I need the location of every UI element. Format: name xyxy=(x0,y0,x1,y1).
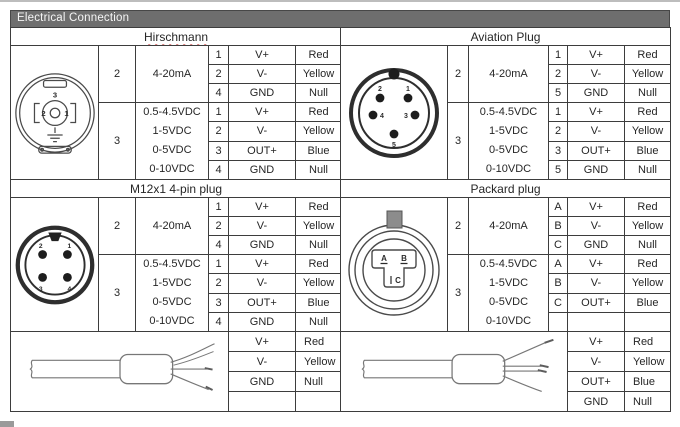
signal-cell: V+ xyxy=(229,332,296,352)
wire-color-cell: Null xyxy=(296,372,342,392)
pin-label: 2 xyxy=(40,108,46,118)
packard-diagram-cell xyxy=(341,198,448,332)
range-line: 0.5-4.5VDC xyxy=(143,258,201,270)
page-title: Electrical Connection xyxy=(10,10,670,28)
signal-range-cell: 4-20mA xyxy=(469,198,549,255)
range-line: 1-5VDC xyxy=(488,125,529,137)
wire-count-cell: 3 xyxy=(99,255,136,332)
signal-cell xyxy=(568,312,625,331)
pin-cell: A xyxy=(549,255,568,274)
wire-color-cell: Red xyxy=(296,332,342,352)
wire-color-cell: Null xyxy=(296,84,342,103)
wire-color-cell: Null xyxy=(625,160,671,179)
pin-cell: B xyxy=(549,217,568,236)
signal-cell: V- xyxy=(568,217,625,236)
range-line: 0-10VDC xyxy=(485,315,532,327)
wire-color-cell: Red xyxy=(625,255,671,274)
signal-range-cell: 4-20mA xyxy=(469,46,549,103)
bare-cable-icon xyxy=(343,334,566,410)
pin-label: 4 xyxy=(380,112,384,120)
pin-cell xyxy=(549,312,568,331)
signal-range-cell: 4-20mA xyxy=(136,198,209,255)
signal-cell: V+ xyxy=(229,198,296,217)
wire-color-cell: Blue xyxy=(625,293,671,312)
wire-color-cell: Yellow xyxy=(625,122,671,141)
m12-diagram-cell xyxy=(11,198,99,332)
pin-cell: 1 xyxy=(549,46,568,65)
wire-count-cell: 3 xyxy=(448,103,469,180)
signal-cell: OUT+ xyxy=(568,372,625,392)
right-column-table xyxy=(340,27,671,412)
wire-color-cell: Blue xyxy=(625,141,671,160)
range-line: 0-5VDC xyxy=(488,296,529,308)
pin-label: 3 xyxy=(38,285,43,293)
range-line: 0.5-4.5VDC xyxy=(479,258,538,270)
signal-cell: V- xyxy=(568,122,625,141)
pin-cell: 1 xyxy=(209,46,229,65)
wire-count-cell: 2 xyxy=(99,46,136,103)
wire-color-cell: Red xyxy=(625,46,671,65)
signal-cell: OUT+ xyxy=(229,141,296,160)
signal-cell: V+ xyxy=(568,103,625,122)
pin-label: 5 xyxy=(392,141,396,149)
signal-cell: GND xyxy=(229,372,296,392)
wire-color-cell: Red xyxy=(625,198,671,217)
signal-cell: V+ xyxy=(568,46,625,65)
signal-cell: GND xyxy=(229,160,296,179)
pin-cell: 4 xyxy=(209,312,229,331)
signal-cell: V- xyxy=(568,65,625,84)
signal-cell: GND xyxy=(568,84,625,103)
signal-range-cell xyxy=(136,255,209,332)
pin-label: 3 xyxy=(52,90,57,100)
wire-color-cell: Red xyxy=(625,103,671,122)
signal-cell: GND xyxy=(568,236,625,255)
pin-label: 1 xyxy=(63,108,69,118)
signal-cell: GND xyxy=(568,392,625,412)
section-title-text: Packard plug xyxy=(470,181,541,196)
wire-color-cell: Red xyxy=(296,198,342,217)
signal-cell: V- xyxy=(229,352,296,372)
section-title-text: Hirschmann xyxy=(144,29,209,44)
wire-count-cell: 3 xyxy=(448,255,469,332)
section-title-packard xyxy=(341,180,671,198)
wire-color-cell: Yellow xyxy=(625,65,671,84)
wire-color-cell: Blue xyxy=(296,141,342,160)
signal-cell: V+ xyxy=(229,255,296,274)
wire-count-cell: 2 xyxy=(448,198,469,255)
wire-color-cell: Null xyxy=(625,84,671,103)
wire-color-cell: Yellow xyxy=(625,274,671,293)
wire-color-cell: Yellow xyxy=(296,217,342,236)
range-line: 0-5VDC xyxy=(152,144,192,156)
wire-color-cell: Null xyxy=(296,236,342,255)
hirschmann-connector-icon xyxy=(13,55,97,171)
cable-diagram-cell xyxy=(341,332,568,412)
signal-range-cell: 4-20mA xyxy=(136,46,209,103)
signal-cell: GND xyxy=(568,160,625,179)
cable-diagram-cell xyxy=(11,332,229,412)
signal-cell: V- xyxy=(568,274,625,293)
range-line: 0-10VDC xyxy=(149,315,195,327)
pin-cell: 1 xyxy=(209,255,229,274)
range-line: 1-5VDC xyxy=(152,277,192,289)
wire-color-cell: Red xyxy=(296,103,342,122)
signal-cell: V+ xyxy=(568,332,625,352)
pin-label: 1 xyxy=(66,242,71,250)
signal-cell: GND xyxy=(229,236,296,255)
top-edge-artifact xyxy=(0,0,680,2)
pin-cell: 3 xyxy=(209,141,229,160)
wire-color-cell: Yellow xyxy=(296,65,342,84)
range-line: 1-5VDC xyxy=(488,277,529,289)
range-line: 0.5-4.5VDC xyxy=(479,106,538,118)
pin-cell: 4 xyxy=(209,236,229,255)
wire-color-cell xyxy=(625,312,671,331)
range-line: 0-5VDC xyxy=(152,296,192,308)
bottom-edge-artifact xyxy=(0,421,14,427)
pin-cell: 2 xyxy=(549,122,568,141)
hirschmann-diagram-cell xyxy=(11,46,99,180)
signal-cell: OUT+ xyxy=(229,293,296,312)
section-title-text: M12x1 4-pin plug xyxy=(130,181,223,196)
wire-color-cell: Yellow xyxy=(296,352,342,372)
wire-color-cell: Yellow xyxy=(296,274,342,293)
signal-cell: V+ xyxy=(568,255,625,274)
signal-cell: V- xyxy=(229,122,296,141)
pin-cell: 1 xyxy=(209,198,229,217)
wire-color-cell: Blue xyxy=(625,372,671,392)
pin-label: 1 xyxy=(406,85,410,93)
range-line: 0-10VDC xyxy=(485,163,532,175)
wire-color-cell: Yellow xyxy=(625,352,671,372)
signal-cell: V+ xyxy=(229,46,296,65)
range-line: 1-5VDC xyxy=(152,125,192,137)
range-line: 0-10VDC xyxy=(149,163,195,175)
signal-cell: V- xyxy=(229,65,296,84)
pin-cell: 5 xyxy=(549,84,568,103)
bare-cable-icon xyxy=(13,334,227,410)
wire-count-cell: 3 xyxy=(99,103,136,180)
wire-color-cell: Null xyxy=(625,392,671,412)
signal-cell: V+ xyxy=(229,103,296,122)
section-title-hirschmann xyxy=(11,28,342,46)
section-title-m12 xyxy=(11,180,342,198)
wire-color-cell: Null xyxy=(296,312,342,331)
pin-cell: 2 xyxy=(549,65,568,84)
signal-cell: V- xyxy=(229,274,296,293)
pin-cell: 3 xyxy=(549,141,568,160)
wire-color-cell: Yellow xyxy=(296,122,342,141)
wire-color-cell: Null xyxy=(625,236,671,255)
pin-cell: 4 xyxy=(209,160,229,179)
signal-cell: GND xyxy=(229,312,296,331)
signal-cell xyxy=(229,392,296,412)
wire-color-cell: Null xyxy=(296,160,342,179)
signal-cell: V+ xyxy=(568,198,625,217)
signal-cell: V- xyxy=(568,352,625,372)
aviation-connector-icon xyxy=(344,57,444,169)
pin-cell: C xyxy=(549,236,568,255)
left-column-table xyxy=(10,27,342,412)
pin-cell: 5 xyxy=(549,160,568,179)
pin-cell: A xyxy=(549,198,568,217)
signal-cell: V- xyxy=(229,217,296,236)
wire-color-cell: Yellow xyxy=(625,217,671,236)
pin-label: 4 xyxy=(66,285,71,293)
section-title-text: Aviation Plug xyxy=(470,29,541,44)
wire-color-cell: Red xyxy=(296,46,342,65)
range-line: 0-5VDC xyxy=(488,144,529,156)
wire-color-cell: Red xyxy=(296,255,342,274)
wire-count-cell: 2 xyxy=(448,46,469,103)
pin-label: B xyxy=(401,253,407,263)
pin-cell: 2 xyxy=(209,217,229,236)
pin-cell: B xyxy=(549,274,568,293)
pin-cell: 2 xyxy=(209,274,229,293)
pin-label: 2 xyxy=(38,242,43,250)
pin-cell: 2 xyxy=(209,65,229,84)
pin-label: 2 xyxy=(378,85,382,93)
wire-color-cell xyxy=(296,392,342,412)
signal-cell: OUT+ xyxy=(568,293,625,312)
pin-label: A xyxy=(381,253,387,263)
pin-label: 3 xyxy=(404,112,408,120)
wire-count-cell: 2 xyxy=(99,198,136,255)
packard-connector-icon xyxy=(342,202,446,328)
signal-range-cell xyxy=(469,255,549,332)
range-line: 0.5-4.5VDC xyxy=(143,106,201,118)
pin-cell: 2 xyxy=(209,122,229,141)
pin-cell: 1 xyxy=(549,103,568,122)
pin-label: C xyxy=(395,275,401,285)
wire-color-cell: Red xyxy=(625,332,671,352)
pin-cell: 3 xyxy=(209,293,229,312)
pin-cell: 1 xyxy=(209,103,229,122)
signal-range-cell xyxy=(469,103,549,180)
pin-cell: 4 xyxy=(209,84,229,103)
pin-cell: C xyxy=(549,293,568,312)
wire-color-cell: Blue xyxy=(296,293,342,312)
signal-cell: GND xyxy=(229,84,296,103)
aviation-diagram-cell xyxy=(341,46,448,180)
m12-connector-icon xyxy=(13,213,97,317)
signal-cell: OUT+ xyxy=(568,141,625,160)
signal-range-cell xyxy=(136,103,209,180)
section-title-aviation xyxy=(341,28,671,46)
